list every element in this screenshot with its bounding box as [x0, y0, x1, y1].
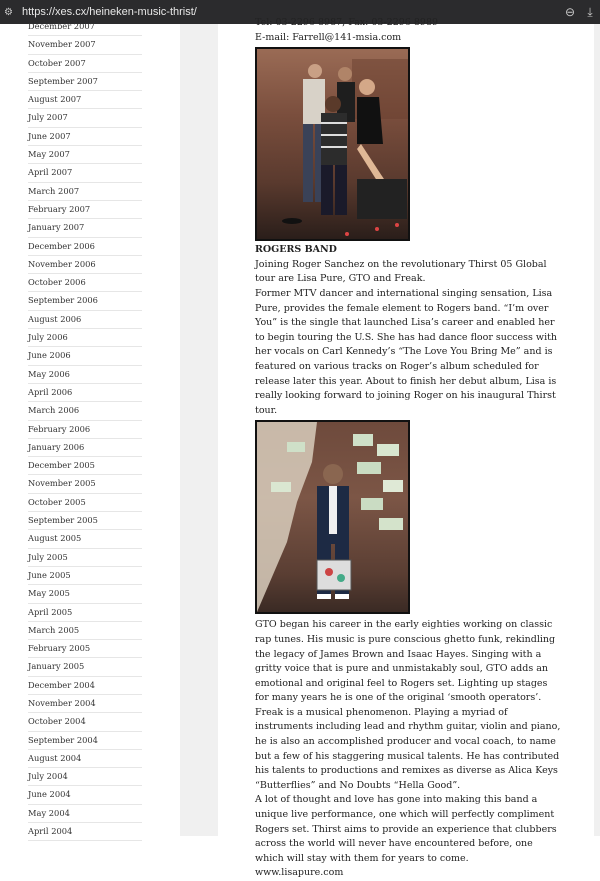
archive-link[interactable]: February 2006: [28, 421, 142, 439]
contact-tel: Tel: 03-2296 8987, Fax: 03-2296 8989: [255, 17, 439, 28]
archive-link[interactable]: November 2005: [28, 475, 142, 493]
archive-link[interactable]: July 2005: [28, 549, 142, 567]
archive-link[interactable]: July 2007: [28, 109, 142, 127]
archive-link[interactable]: August 2007: [28, 91, 142, 109]
archive-link[interactable]: September 2006: [28, 292, 142, 310]
archive-link[interactable]: July 2006: [28, 329, 142, 347]
archive-link[interactable]: January 2005: [28, 658, 142, 676]
archive-link[interactable]: November 2004: [28, 695, 142, 713]
paragraphs-1: [255, 258, 561, 419]
archive-link[interactable]: December 2004: [28, 677, 142, 695]
archive-link[interactable]: June 2006: [28, 347, 142, 365]
archive-link[interactable]: December 2005: [28, 457, 142, 475]
archive-link[interactable]: May 2007: [28, 146, 142, 164]
zoom-icon[interactable]: ⊖: [564, 5, 576, 19]
paragraphs-2: [255, 618, 561, 866]
archive-link[interactable]: October 2007: [28, 55, 142, 73]
contact-email: E-mail: Farrell@141-msia.com: [255, 31, 402, 43]
archive-link[interactable]: October 2006: [28, 274, 142, 292]
content-gutter: [180, 24, 218, 836]
archive-link[interactable]: February 2005: [28, 640, 142, 658]
band-heading: ROGERS BAND: [255, 244, 337, 256]
archive-link[interactable]: June 2005: [28, 567, 142, 585]
article-paragraph: Joining Roger Sanchez on the revolutionary Thirst 05 Global tour are Lisa Pure, GTO and Freak.: [255, 258, 547, 285]
archive-link[interactable]: March 2005: [28, 622, 142, 640]
archive-link[interactable]: December 2007: [28, 18, 142, 36]
article-paragraph: Freak is a musical phenomenon. Playing a myriad of instruments including lead and rhythm guitar, violin and piano, he is also an accomplished producer and vocal coach, to name but a few of his staggering musical talents. He has contributed his talents to productions and remixes as diverse as Alica Keys “Butterflies” and No Doubts “Hella Good”.: [255, 706, 561, 791]
archive-link[interactable]: May 2006: [28, 366, 142, 384]
article-paragraph: GTO began his career in the early eighties working on classic rap tunes. His music is pure conscious ghetto funk, rekindling the legacy of James Brown and Isaac Hayes. Singing with a gritty voice that is pure and unmistakably soul, GTO adds an emotional and original feel to Rogers set. Lighting up stages for many years he is one of the original ‘smooth operators’.: [255, 619, 556, 704]
archive-link[interactable]: August 2004: [28, 750, 142, 768]
lisapure-link[interactable]: www.lisapure.com: [255, 867, 344, 879]
archive-link[interactable]: November 2007: [28, 36, 142, 54]
archive-link[interactable]: January 2006: [28, 439, 142, 457]
archive-link[interactable]: December 2006: [28, 238, 142, 256]
archive-link[interactable]: April 2007: [28, 164, 142, 182]
band-photo: [255, 47, 410, 241]
page: [0, 17, 600, 879]
archive-sidebar: [28, 18, 142, 841]
right-gutter: [594, 24, 600, 836]
download-icon[interactable]: ⤓: [587, 4, 593, 19]
gto-photo: [255, 420, 410, 614]
article-content: [255, 16, 561, 881]
archive-link[interactable]: June 2004: [28, 786, 142, 804]
archive-link[interactable]: March 2007: [28, 183, 142, 201]
archive-link[interactable]: April 2004: [28, 823, 142, 841]
archive-link[interactable]: March 2006: [28, 402, 142, 420]
archive-link[interactable]: October 2005: [28, 494, 142, 512]
archive-link[interactable]: October 2004: [28, 713, 142, 731]
url-text[interactable]: https://xes.cx/heineken-music-thrist/: [22, 6, 197, 18]
archive-link[interactable]: September 2004: [28, 732, 142, 750]
archive-link[interactable]: May 2005: [28, 585, 142, 603]
archive-link[interactable]: May 2004: [28, 805, 142, 823]
article-paragraph: A lot of thought and love has gone into making this band a unique live performance, one which will perfectly compliment Rogers set. Thirst aims to provide an experience that clubbers across the world will never have encountered before, one which will stay with them for years to come.: [255, 794, 557, 864]
archive-link[interactable]: January 2007: [28, 219, 142, 237]
archive-link[interactable]: February 2007: [28, 201, 142, 219]
tune-icon[interactable]: ⚙: [4, 6, 13, 18]
archive-link[interactable]: June 2007: [28, 128, 142, 146]
article-paragraph: Former MTV dancer and international singing sensation, Lisa Pure, provides the female element to Rogers band. “I’m over You” is the single that launched Lisa’s career and enabled her to begin touring the U.S. She has had dance floor success with her vocals on Carl Kennedy’s “The Love You Bring Me” and is featured on various tracks on Roger’s album scheduled for release later this year. About to finish her debut album, Lisa is really looking forward to joining Roger on his inaugural Thirst tour.: [255, 287, 558, 416]
archive-link[interactable]: April 2006: [28, 384, 142, 402]
archive-link[interactable]: November 2006: [28, 256, 142, 274]
archive-link[interactable]: July 2004: [28, 768, 142, 786]
archive-link[interactable]: April 2005: [28, 604, 142, 622]
archive-link[interactable]: September 2005: [28, 512, 142, 530]
archive-link[interactable]: August 2005: [28, 530, 142, 548]
archive-link[interactable]: August 2006: [28, 311, 142, 329]
archive-link[interactable]: September 2007: [28, 73, 142, 91]
